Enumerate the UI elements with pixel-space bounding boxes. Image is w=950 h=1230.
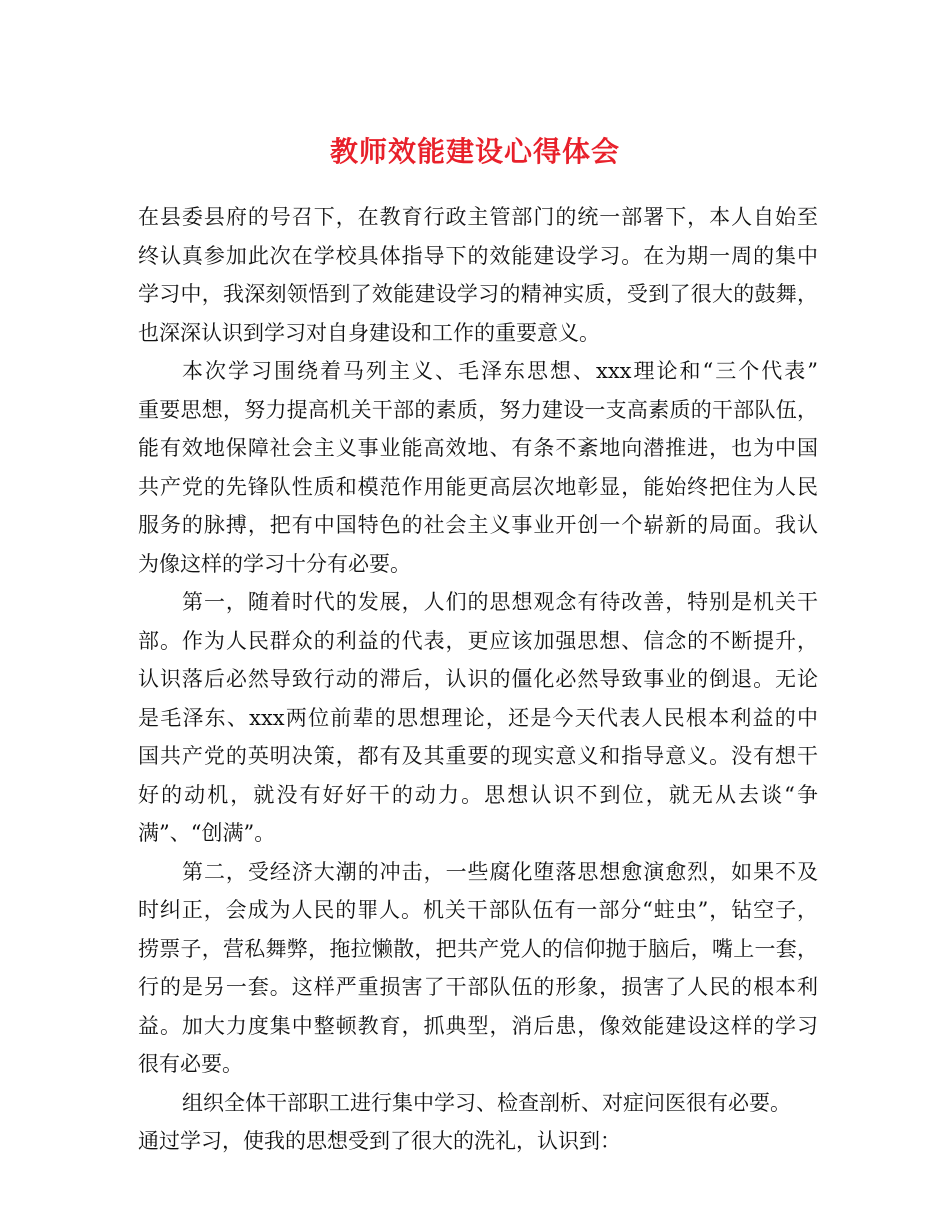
- paragraph-4-line-5: 益。加大力度集中整顿教育，抓典型，消后患，像效能建设这样的学习: [138, 1013, 818, 1038]
- document-body: [138, 198, 818, 1161]
- paragraph-5-line-1: 组织全体干部职工进行集中学习、检查剖析、对症问医很有必要。: [182, 1090, 791, 1115]
- paragraph-1-line-2: 终认真参加此次在学校具体指导下的效能建设学习。在为期一周的集中: [138, 243, 818, 268]
- paragraph-3-line-3: 认识落后必然导致行动的滞后，认识的僵化必然导致事业的倒退。无论: [138, 667, 818, 691]
- paragraph-2-line-2: 重要思想，努力提高机关干部的素质，努力建设一支高素质的干部队伍，: [138, 397, 818, 422]
- paragraph-3-line-7: 满”、“创满”。: [138, 821, 276, 845]
- paragraph-4-line-6: 很有必要。: [138, 1052, 243, 1076]
- paragraph-2-line-3: 能有效地保障社会主义事业能高效地、有条不紊地向潜推进，也为中国: [138, 436, 818, 460]
- paragraph-5-line-2: 通过学习，使我的思想受到了很大的洗礼，认识到：: [138, 1129, 621, 1153]
- paragraph-2-line-6: 为像这样的学习十分有必要。: [138, 551, 411, 576]
- paragraph-4-line-3: 捞票子，营私舞弊，拖拉懒散，把共产党人的信仰抛于脑后，嘴上一套，: [138, 936, 818, 961]
- paragraph-1-line-1: 在县委县府的号召下，在教育行政主管部门的统一部署下，本人自始至: [138, 205, 818, 229]
- paragraph-3-line-4: 是毛泽东、xxx两位前辈的思想理论，还是今天代表人民根本利益的中: [138, 705, 818, 730]
- paragraph-3-line-2: 部。作为人民群众的利益的代表，更应该加强思想、信念的不断提升，: [138, 628, 818, 653]
- paragraph-1-line-4: 也深深认识到学习对自身建设和工作的重要意义。: [138, 320, 600, 345]
- paragraph-3-line-6: 好的动机，就没有好好干的动力。思想认识不到位，就无从去谈“争: [138, 782, 818, 807]
- paragraph-3-line-5: 国共产党的英明决策，都有及其重要的现实意义和指导意义。没有想干: [138, 744, 818, 768]
- document-title: 教师效能建设心得体会: [329, 135, 620, 168]
- paragraph-3-line-1: 第一，随着时代的发展，人们的思想观念有待改善，特别是机关干: [182, 590, 818, 614]
- paragraph-4-line-4: 行的是另一套。这样严重损害了干部队伍的形象，损害了人民的根本利: [138, 975, 818, 999]
- paragraph-2-line-1: 本次学习围绕着马列主义、毛泽东思想、xxx理论和“三个代表”: [182, 359, 818, 383]
- paragraph-2-line-4: 共产党的先锋队性质和模范作用能更高层次地彰显，能始终把住为人民: [138, 474, 818, 499]
- paragraph-2-line-5: 服务的脉搏，把有中国特色的社会主义事业开创一个崭新的局面。我认: [138, 513, 818, 537]
- paragraph-4-line-1: 第二，受经济大潮的冲击，一些腐化堕落思想愈演愈烈，如果不及: [182, 859, 818, 884]
- paragraph-1-line-3: 学习中，我深刻领悟到了效能建设学习的精神实质，受到了很大的鼓舞，: [138, 282, 818, 306]
- paragraph-4-line-2: 时纠正，会成为人民的罪人。机关干部队伍有一部分“蛀虫”，钻空子，: [138, 898, 818, 922]
